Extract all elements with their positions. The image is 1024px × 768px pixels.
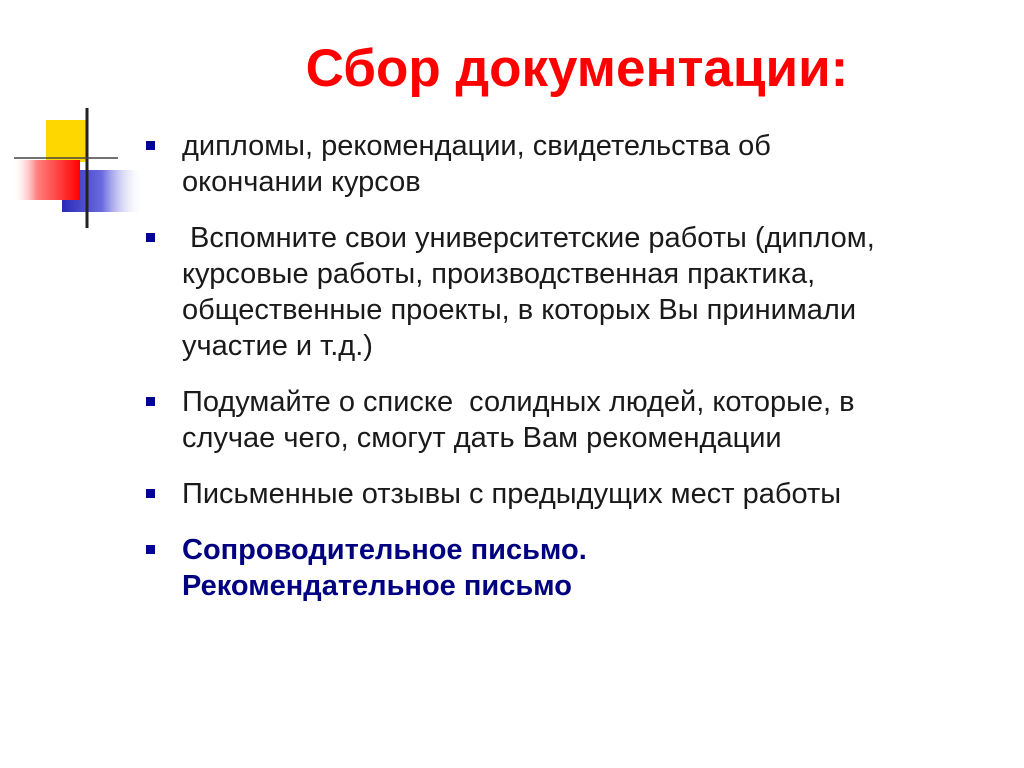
- bullet-line: курсовые работы, производственная практика,: [182, 258, 816, 290]
- square-bullet-icon: [146, 397, 155, 406]
- bullet-line: дипломы, рекомендации, свидетельства об: [182, 130, 771, 162]
- bullet-line: случае чего, смогут дать Вам рекомендации: [182, 422, 782, 454]
- bullet-line: Сопроводительное письмо.: [182, 534, 587, 566]
- bullet-line: Рекомендательное письмо: [182, 570, 572, 602]
- decor-blue-bar: [62, 170, 142, 212]
- square-bullet-icon: [146, 233, 155, 242]
- bullet-list: [140, 128, 1010, 624]
- decor-red-bar: [14, 160, 80, 200]
- bullet-text: [182, 220, 1010, 364]
- bullet-item-university-works: [140, 220, 1010, 364]
- bullet-item-diplomas: [140, 128, 1010, 200]
- square-bullet-icon: [146, 489, 155, 498]
- bullet-item-cover-letter: [140, 532, 1010, 604]
- bullet-line: общественные проекты, в которых Вы принимали: [182, 294, 857, 326]
- bullet-item-written-reviews: [140, 476, 1010, 512]
- bullet-line: Письменные отзывы с предыдущих мест работы: [182, 478, 842, 510]
- bullet-line: Вспомните свои университетские работы (диплом,: [182, 222, 875, 254]
- bullet-line: Подумайте о списке солидных людей, которые, в: [182, 386, 855, 418]
- bullet-text: [182, 384, 1010, 456]
- bullet-text: [182, 476, 1010, 512]
- bullet-item-references-list: [140, 384, 1010, 456]
- slide-title: Сбор документации:: [305, 39, 849, 98]
- bullet-text: [182, 532, 1010, 604]
- bullet-line: участие и т.д.): [182, 330, 373, 362]
- square-bullet-icon: [146, 545, 155, 554]
- bullet-line: окончании курсов: [182, 166, 421, 198]
- square-bullet-icon: [146, 141, 155, 150]
- bullet-text: [182, 128, 1010, 200]
- decor-yellow-square: [46, 120, 86, 162]
